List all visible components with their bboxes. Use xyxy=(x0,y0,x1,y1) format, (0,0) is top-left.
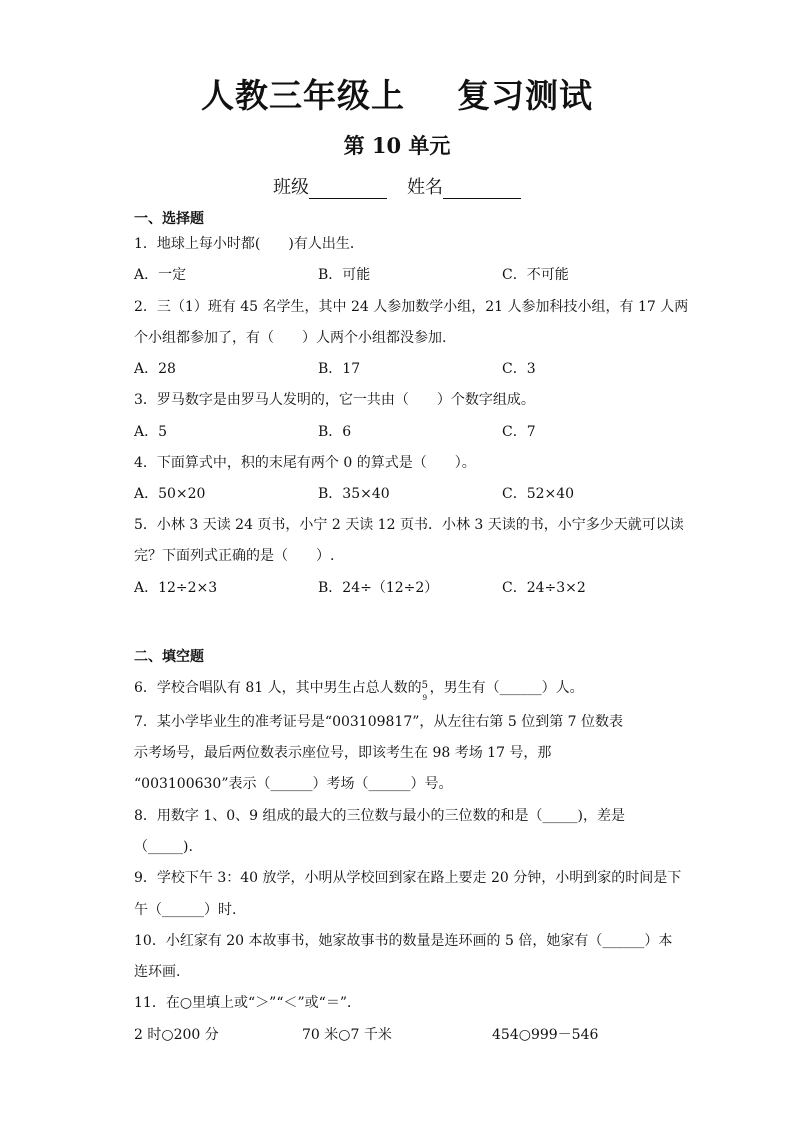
q3-option-c[interactable]: C．7 xyxy=(502,424,536,440)
q10-line-1: 10．小红家有 20 本故事书，她家故事书的数量是连环画的 5 倍，她家有（______）本 xyxy=(134,933,673,949)
q2-line-2: 个小组都参加了，有（ ）人两个小组都没参加. xyxy=(134,330,447,346)
q8-line-2: （_____). xyxy=(134,839,193,855)
section-choice-heading: 一、选择题 xyxy=(134,211,204,227)
q5-option-b[interactable]: B．24÷（12÷2） xyxy=(318,580,439,596)
q11-line: 11．在○里填上或“＞”“＜”或“＝”． xyxy=(134,995,361,1011)
student-info-line xyxy=(0,173,794,199)
q2-option-c[interactable]: C．3 xyxy=(502,361,536,377)
q6-fraction-numerator: 5 xyxy=(421,680,428,691)
q6-text-after: ，男生有（______）人。 xyxy=(429,680,584,696)
q9-line-2: 午（______）时. xyxy=(134,902,237,918)
q11-item-3[interactable]: 454○999－546 xyxy=(492,1027,599,1043)
q3-option-b[interactable]: B．6 xyxy=(318,424,352,440)
q2-option-b[interactable]: B．17 xyxy=(318,361,361,377)
q7-line-2: 示考场号，最后两位数表示座位号，即该考生在 98 考场 17 号，那 xyxy=(134,745,552,761)
q5-option-c[interactable]: C．24÷3×2 xyxy=(502,580,586,596)
class-label: 班级 xyxy=(273,177,309,198)
q4-option-a[interactable]: A．50×20 xyxy=(134,486,206,502)
q6-line xyxy=(134,677,584,702)
q11-item-1[interactable]: 2 时○200 分 xyxy=(134,1027,219,1043)
q7-line-3: “003100630”表示（______）考场（______）号。 xyxy=(134,776,453,792)
q1-option-a[interactable]: A．一定 xyxy=(134,267,187,283)
q9-line-1: 9．学校下午 3：40 放学，小明从学校回到家在路上要走 20 分钟，小明到家的时间是下 xyxy=(134,870,682,886)
q5-option-a[interactable]: A．12÷2×3 xyxy=(134,580,218,596)
page-title xyxy=(0,70,794,117)
q4-option-c[interactable]: C．52×40 xyxy=(502,486,575,502)
q4-option-b[interactable]: B．35×40 xyxy=(318,486,390,502)
q1-option-c[interactable]: C．不可能 xyxy=(502,267,569,283)
q1-option-b[interactable]: B．可能 xyxy=(318,267,371,283)
q6-text-before: 6．学校合唱队有 81 人，其中男生占总人数的 xyxy=(134,680,422,696)
section-fill-heading: 二、填空题 xyxy=(134,649,204,665)
q2-line-1: 2．三（1）班有 45 名学生，其中 24 人参加数学小组，21 人参加科技小组，有 17 人两 xyxy=(134,299,689,315)
q11-item-2[interactable]: 70 米○7 千米 xyxy=(302,1027,392,1043)
q3-option-a[interactable]: A．5 xyxy=(134,424,168,440)
q6-fraction-denominator: 9 xyxy=(422,694,428,702)
q10-line-2: 连环画. xyxy=(134,964,181,980)
q1-line-1: 1．地球上每小时都( )有人出生． xyxy=(134,236,364,252)
class-blank[interactable] xyxy=(309,180,387,199)
q5-line-1: 5．小林 3 天读 24 页书，小宁 2 天读 12 页书．小林 3 天读的书，小宁多少天就可以读 xyxy=(134,517,684,533)
name-blank[interactable] xyxy=(443,180,521,199)
name-label: 姓名 xyxy=(407,177,443,198)
q8-line-1: 8．用数字 1、0、9 组成的最大的三位数与最小的三位数的和是（_____)，差是 xyxy=(134,808,625,824)
title-grade: 人教三年级上 xyxy=(201,76,405,115)
q3-line-1: 3．罗马数字是由罗马人发明的，它一共由（ ）个数字组成。 xyxy=(134,392,535,408)
title-review: 复习测试 xyxy=(457,76,593,115)
q5-line-2: 完？下面列式正确的是（ ）. xyxy=(134,548,335,564)
unit-label: 第 10 单元 xyxy=(343,133,451,158)
q7-line-1: 7．某小学毕业生的准考证号是“003109817”，从左往右第 5 位到第 7 位数表 xyxy=(134,714,624,730)
q2-option-a[interactable]: A．28 xyxy=(134,361,176,377)
q4-line-1: 4．下面算式中，积的末尾有两个 0 的算式是（ ）。 xyxy=(134,455,476,471)
